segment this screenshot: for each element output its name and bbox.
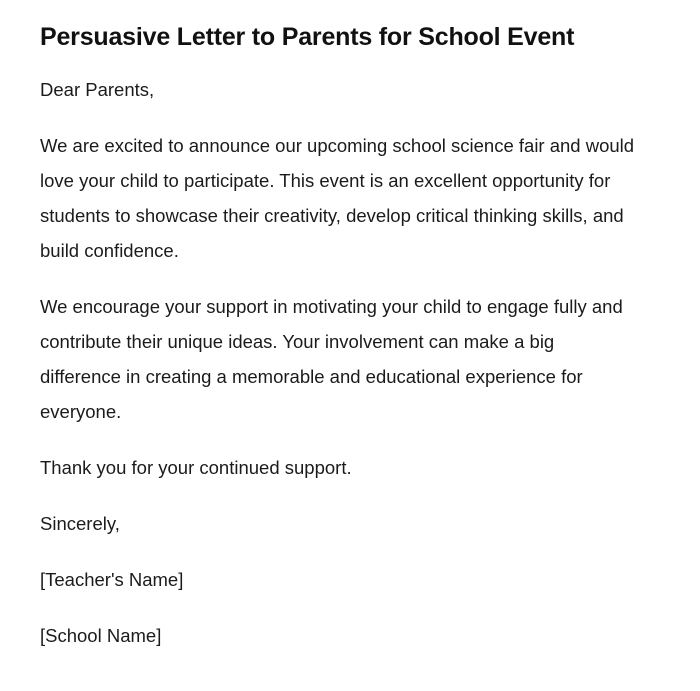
letter-paragraph-2: We encourage your support in motivating your child to engage fully and contribute their unique ideas. Your involvement can make a big difference in creating a memorable and educational experience for everyone. [40,296,623,423]
page-title: Persuasive Letter to Parents for School Event [40,23,575,51]
letter-salutation: Dear Parents, [40,79,155,101]
letter-closing-thanks: Thank you for your continued support. [40,457,352,479]
letter-sign-off: Sincerely, [40,513,120,535]
letter-content [40,22,637,653]
letter-paragraph-1: We are excited to announce our upcoming school science fair and would love your child to participate. This event is an excellent opportunity for students to showcase their creativity, develop critical thinking skills, and build confidence. [40,135,635,262]
letter-signature-name: [Teacher's Name] [40,569,184,591]
letter-signature-school: [School Name] [40,625,162,647]
